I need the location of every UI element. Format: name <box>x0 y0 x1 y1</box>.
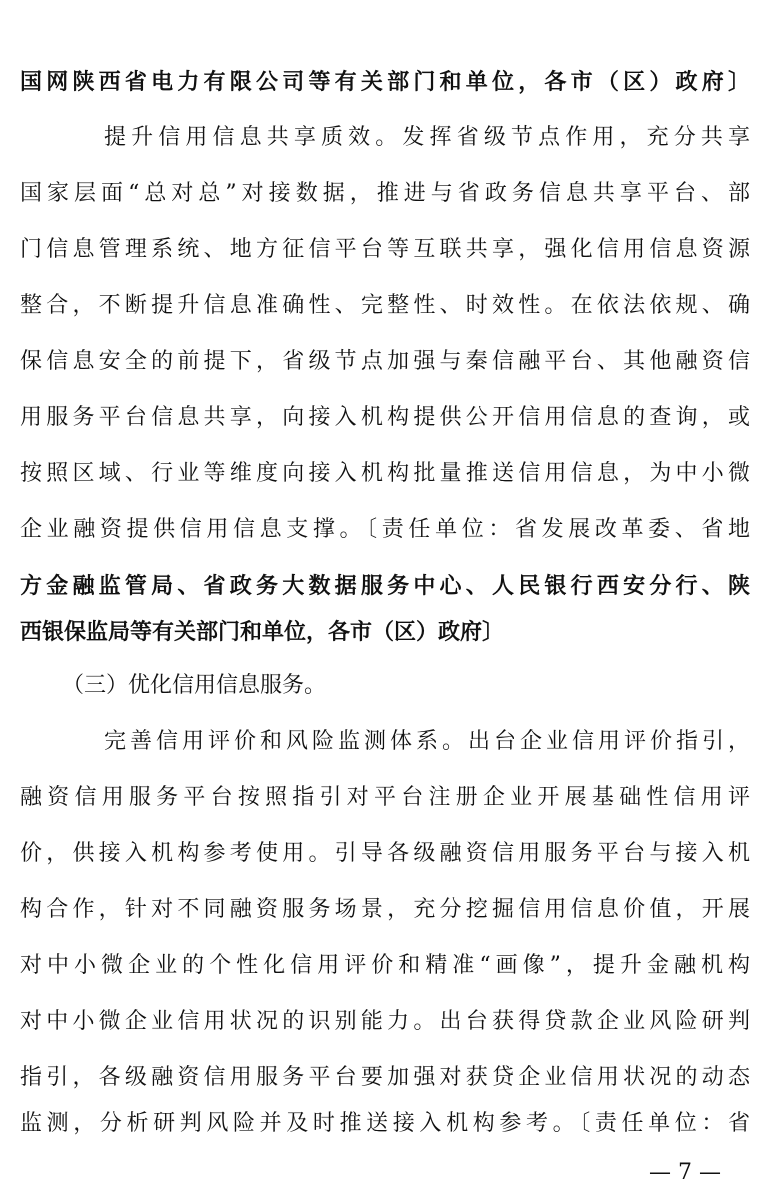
responsibility-line: 西银保监局等有关部门和单位，各市（区）政府〕 <box>20 619 505 645</box>
paragraph-line: 完善信用评价和风险监测体系。出台企业信用评价指引， <box>104 729 750 754</box>
paragraph-line: 用服务平台信息共享，向接入机构提供公开信用信息的查询，或 <box>20 405 750 430</box>
paragraph-line: 企业融资提供信用信息支撑。〔责任单位：省发展改革委、省地 <box>20 517 750 542</box>
paragraph-line: 保信息安全的前提下，省级节点加强与秦信融平台、其他融资信 <box>20 349 750 374</box>
text-line: 国网陕西省电力有限公司等有关部门和单位，各市（区）政府〕 <box>20 69 750 95</box>
responsibility-line: 方金融监管局、省政务大数据服务中心、人民银行西安分行、陕 <box>20 573 750 599</box>
paragraph-line: 构合作，针对不同融资服务场景，充分挖掘信用信息价值，开展 <box>20 897 750 922</box>
paragraph-line: 融资信用服务平台按照指引对平台注册企业开展基础性信用评 <box>20 785 750 810</box>
paragraph-line: 按照区域、行业等维度向接入机构批量推送信用信息，为中小微 <box>20 461 750 486</box>
paragraph-line: 门信息管理系统、地方征信平台等互联共享，强化信用信息资源 <box>20 237 750 262</box>
paragraph-line: 整合，不断提升信息准确性、完整性、时效性。在依法依规、确 <box>20 293 750 318</box>
paragraph-line: 指引，各级融资信用服务平台要加强对获贷企业信用状况的动态 <box>20 1065 750 1090</box>
paragraph-line: 国家层面“总对总”对接数据，推进与省政务信息共享平台、部 <box>20 181 750 206</box>
section-heading: （三）优化信用信息服务。 <box>62 673 327 698</box>
paragraph-line: 监测，分析研判风险并及时推送接入机构参考。〔责任单位：省 <box>20 1111 750 1136</box>
paragraph-line: 对中小微企业信用状况的识别能力。出台获得贷款企业风险研判 <box>20 1009 750 1034</box>
paragraph-line: 价，供接入机构参考使用。引导各级融资信用服务平台与接入机 <box>20 841 750 866</box>
paragraph-line: 提升信用信息共享质效。发挥省级节点作用，充分共享 <box>104 125 750 150</box>
paragraph-line: 对中小微企业的个性化信用评价和精准“画像”，提升金融机构 <box>20 953 750 978</box>
page-number: — 7 — <box>649 1160 721 1185</box>
